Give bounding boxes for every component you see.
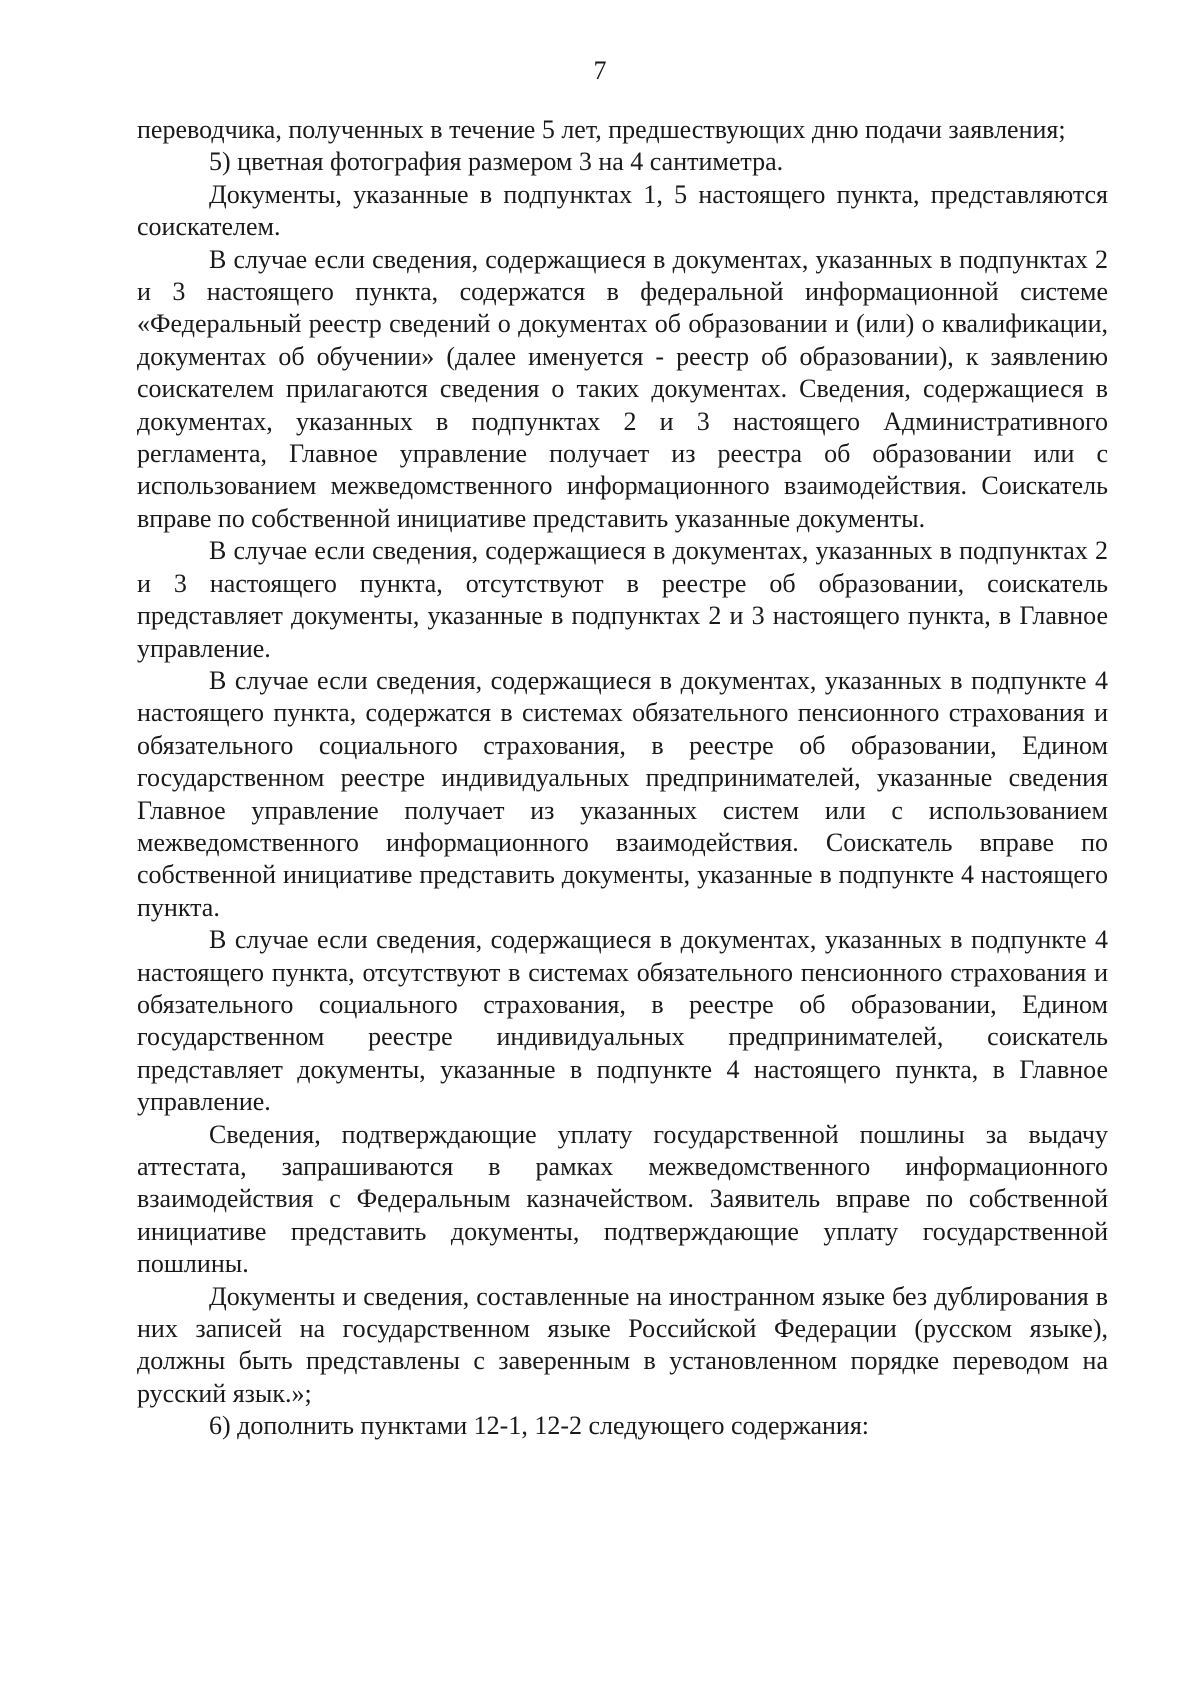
paragraph-absent-in-registry: В случае если сведения, содержащиеся в документах, указанных в подпунктах 2 и 3 настоящего пункта, отсутствуют в реестре об образовании, соискатель представляет документы, указанные в подпунктах 2 и 3 настоящего пункта, в Главное управление. [137,536,1108,663]
paragraph-item-5-photo: 5) цветная фотография размером 3 на 4 сантиметра. [209,147,784,177]
paragraph-docs-by-applicant: Документы, указанные в подпунктах 1, 5 настоящего пункта, представляются соискателем. [137,179,1108,242]
paragraph-item-4-in-systems: В случае если сведения, содержащиеся в документах, указанных в подпункте 4 настоящего пункта, содержатся в системах обязательного пенсионного страхования и обязательного социального страхования, в реестре об образовании, Едином государственном реестре индивидуальных предпринимателей, указанные сведения Главное управление получает из указанных систем или с использованием межведомственного информационного взаимодействия. Соискатель вправе по собственной инициативе представить документы, указанные в подпункте 4 настоящего пункта. [137,665,1108,922]
paragraph-foreign-language: Документы и сведения, составленные на иностранном языке без дублирования в них записей на государственном языке Российской Федерации (русском языке), должны быть представлены с заверенным в установленном порядке переводом на русский язык.»; [137,1281,1108,1408]
document-body [137,114,1108,1443]
page-number: 7 [593,56,607,85]
paragraph-education-registry: В случае если сведения, содержащиеся в документах, указанных в подпунктах 2 и 3 настоящего пункта, содержатся в федеральной информационной системе «Федеральный реестр сведений о документах об образовании и (или) о квалификации, документах об обучении» (далее именуется - реестр об образовании), к заявлению соискателем прилагаются сведения о таких документах. Сведения, содержащиеся в документах, указанных в подпунктах 2 и 3 настоящего Административного регламента, Главное управление получает из реестра об образовании или с использованием межведомственного информационного взаимодействия. Соискатель вправе по собственной инициативе представить указанные документы. [137,244,1108,533]
paragraph-item-6-amendment: 6) дополнить пунктами 12-1, 12-2 следующего содержания: [209,1411,870,1441]
paragraph-translator-docs-continuation: переводчика, полученных в течение 5 лет, предшествующих дню подачи заявления; [137,115,1066,144]
paragraph-item-4-absent: В случае если сведения, содержащиеся в документах, указанных в подпункте 4 настоящего пункта, отсутствуют в системах обязательного пенсионного страхования и обязательного социального страхования, в реестре об образовании, Едином государственном реестре индивидуальных предпринимателей, соискатель представляет документы, указанные в подпункте 4 настоящего пункта, в Главное управление. [137,925,1108,1117]
paragraph-state-fee: Сведения, подтверждающие уплату государственной пошлины за выдачу аттестата, запрашиваются в рамках межведомственного информационного взаимодействия с Федеральным казначейством. Заявитель вправе по собственной инициативе представить документы, подтверждающие уплату государственной пошлины. [137,1119,1108,1279]
